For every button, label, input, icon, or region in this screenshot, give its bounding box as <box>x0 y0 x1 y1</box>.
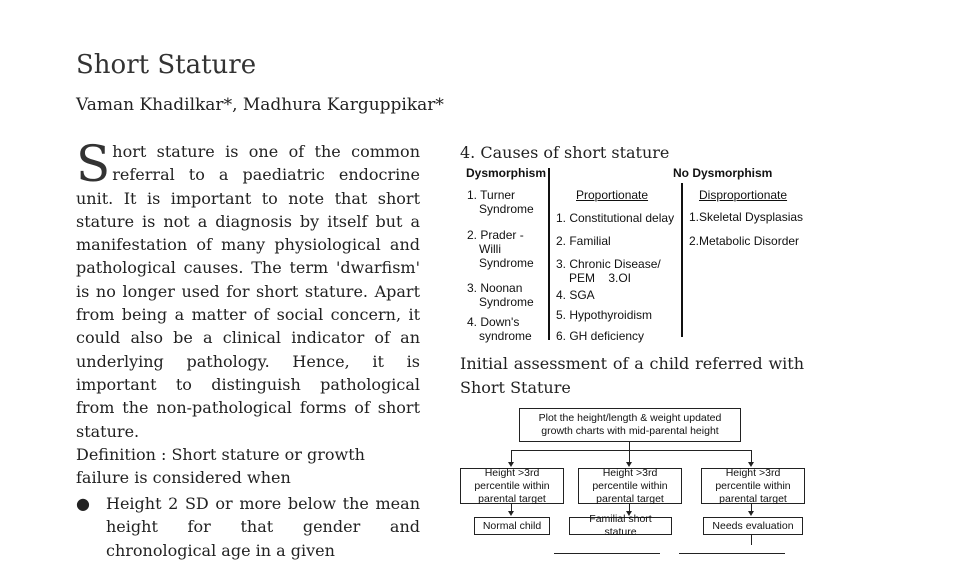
list-item: 5. Hypothyroidism <box>556 308 653 322</box>
bullet-text: Height 2 SD or more below the mean height for that gender and chronological age in a given <box>106 494 420 560</box>
list-item: 3. Noonan Syndrome <box>467 281 534 309</box>
flow-connector <box>629 450 630 462</box>
flow-connector <box>679 553 785 554</box>
list-item: 1.Skeletal Dysplasias <box>689 210 804 224</box>
flow-result-box: Normal child <box>474 517 550 535</box>
flow-connector <box>554 553 660 554</box>
bullet-symbol: ● <box>76 494 90 513</box>
list-item: 4. SGA <box>556 288 595 302</box>
flow-result-box: Familial short stature <box>569 517 672 535</box>
assessment-title: Initial assessment of a child referred with Short Stature <box>460 354 804 397</box>
flow-connector <box>629 442 630 450</box>
flow-top-box: Plot the height/length & weight updated growth charts with mid-parental height <box>519 408 741 442</box>
dysmorphism-header: Dysmorphism <box>466 166 547 180</box>
no-dysmorphism-header: No Dysmorphism <box>673 166 773 180</box>
list-item: 4. Down's syndrome <box>467 315 532 343</box>
divider-line <box>681 183 683 337</box>
flow-connector <box>511 450 512 462</box>
definition-text: Definition : Short stature or growth failure is considered when <box>76 444 365 488</box>
intro-text-column <box>76 135 420 489</box>
list-item: 3. Chronic Disease/ <box>556 257 661 271</box>
flow-condition-box: Height >3rd percentile within parental target <box>578 468 682 504</box>
intro-paragraph <box>76 135 420 443</box>
list-item: 2. Familial <box>556 234 611 248</box>
list-item: 1. Constitutional delay <box>556 211 675 225</box>
flow-result-box: Needs evaluation <box>703 517 803 535</box>
arrow-icon <box>508 511 514 516</box>
list-item: 2.Metabolic Disorder <box>689 234 800 248</box>
flow-connector <box>751 535 752 545</box>
disproportionate-header: Disproportionate <box>699 188 788 202</box>
arrow-icon <box>748 511 754 516</box>
dropcap: S <box>76 135 111 193</box>
flow-condition-box: Height >3rd percentile within parental target <box>701 468 805 504</box>
paper-title: Short Stature <box>76 50 257 80</box>
flow-condition-box: Height >3rd percentile within parental target <box>460 468 564 504</box>
causes-section-title: 4. Causes of short stature <box>460 143 670 162</box>
intro-text: hort stature is one of the common referral to a paediatric endocrine unit. It is important to note that short stature is not a diagnosis by itself but a manifestation of many physiological and pathological causes. The term 'dwarfism' is no longer used for short stature. Apart from being a matter of social concern, it could also be a clinical indicator of an underlying pathology. Hence, it is important to distinguish pathological from the non-pathological forms of short stature. <box>76 142 420 441</box>
flow-connector <box>511 450 752 451</box>
list-item: 2. Prader - Willi Syndrome <box>467 228 534 270</box>
proportionate-header: Proportionate <box>576 188 649 202</box>
list-item: 6. GH deficiency <box>556 329 645 343</box>
authors: Vaman Khadilkar*, Madhura Karguppikar* <box>76 95 444 115</box>
list-item: PEM 3.OI <box>569 271 632 285</box>
flow-connector <box>751 450 752 462</box>
list-item: 1. Turner Syndrome <box>467 188 534 216</box>
divider-line <box>548 168 550 340</box>
